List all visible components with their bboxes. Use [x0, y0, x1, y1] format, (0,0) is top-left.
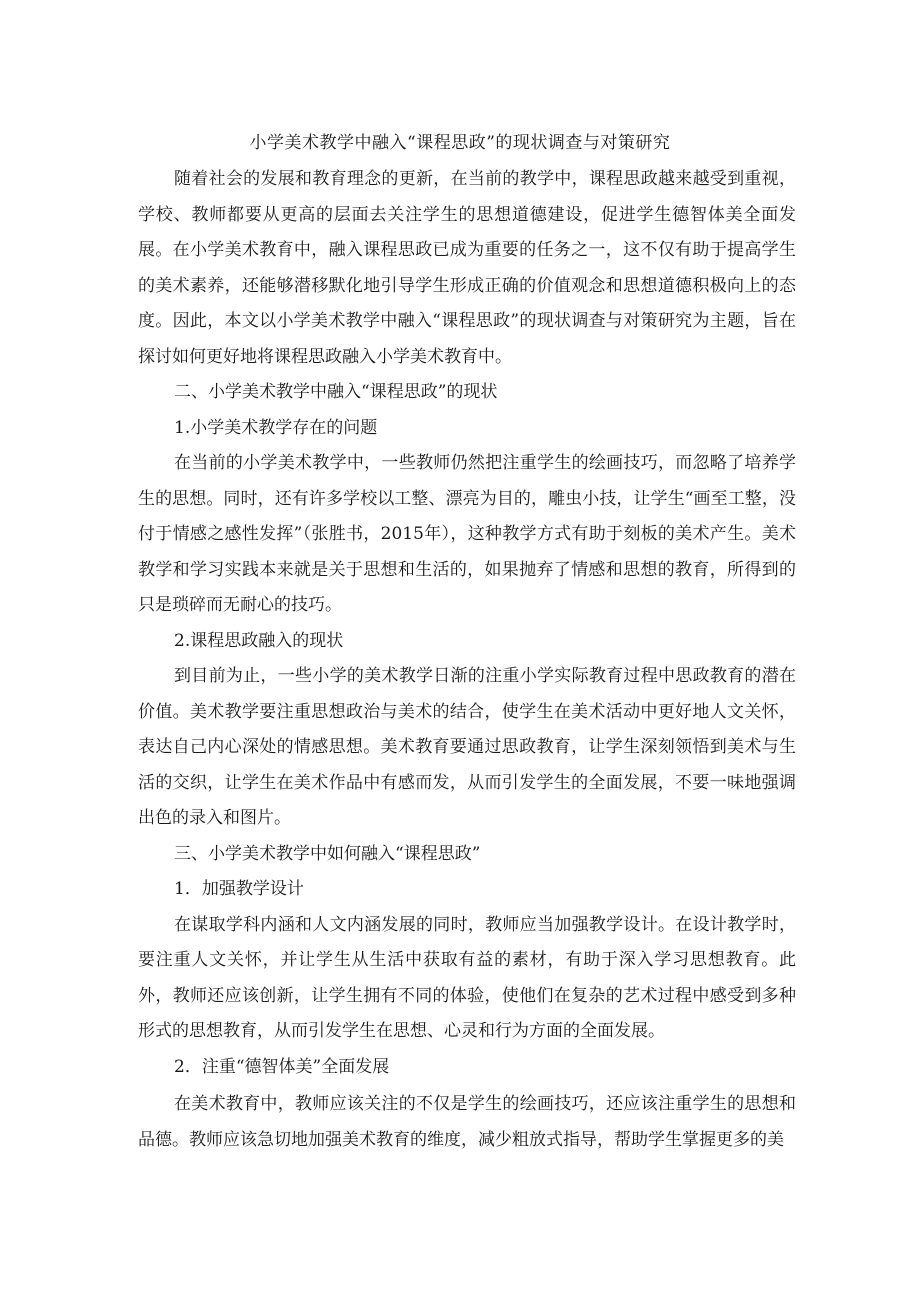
section-2-1-paragraph: 在当前的小学美术教学中，一些教师仍然把注重学生的绘画技巧，而忽略了培养学生的思想。同时，还有许多学校以工整、漂亮为目的，雕虫小技，让学生“画至工整，没付于情感之感性发挥”（张胜书，2015年），这种教学方式有助于刻板的美术产生。美术教学和学习实践本来就是关于思想和生活的，如果抛弃了情感和思想的教育，所得到的只是琐碎而无耐心的技巧。: [138, 453, 796, 615]
section-2-2-heading: 2.课程思政融入的现状: [174, 630, 344, 651]
section-3-2-heading: 2．注重“德智体美”全面发展: [174, 1056, 390, 1077]
section-2-2-paragraph: 到目前为止，一些小学的美术教学日渐的注重小学实际教育过程中思政教育的潜在价值。美术教学要注重思想政治与美术的结合，使学生在美术活动中更好地人文关怀，表达自己内心深处的情感思想。美术教育要通过思政教育，让学生深刻领悟到美术与生活的交织，让学生在美术作品中有感而发，从而引发学生的全面发展，不要一味地强调出色的录入和图片。: [138, 666, 796, 828]
section-3-heading: 三、小学美术教学中如何融入“课程思政”: [174, 843, 481, 864]
document-body: [138, 162, 796, 1158]
section-2-1-heading: 1.小学美术教学存在的问题: [174, 417, 378, 438]
section-2-heading: 二、小学美术教学中融入“课程思政”的现状: [174, 382, 498, 402]
section-3-1-heading: 1．加强教学设计: [174, 879, 304, 899]
section-3-1-paragraph: 在谋取学科内涵和人文内涵发展的同时，教师应当加强教学设计。在设计教学时，要注重人文关怀，并让学生从生活中获取有益的素材，有助于深入学习思想教育。此外，教师还应该创新，让学生拥有不同的体验，使他们在复杂的艺术过程中感受到多种形式的思想教育，从而引发学生在思想、心灵和行为方面的全面发展。: [138, 914, 796, 1041]
document-title: 小学美术教学中融入“课程思政”的现状调查与对策研究: [249, 133, 671, 153]
section-3-2-paragraph: 在美术教育中，教师应该关注的不仅是学生的绘画技巧，还应该注重学生的思想和品德。教师应该急切地加强美术教育的维度，减少粗放式指导，帮助学生掌握更多的美: [138, 1094, 796, 1150]
intro-paragraph: 随着社会的发展和教育理念的更新，在当前的教学中，课程思政越来越受到重视，学校、教师都要从更高的层面去关注学生的思想道德建设，促进学生德智体美全面发展。在小学美术教育中，融入课程思政已成为重要的任务之一，这不仅有助于提高学生的美术素养，还能够潜移默化地引导学生形成正确的价值观念和思想道德积极向上的态度。因此，本文以小学美术教学中融入“课程思政”的现状调查与对策研究为主题，旨在探讨如何更好地将课程思政融入小学美术教育中。: [138, 169, 796, 367]
